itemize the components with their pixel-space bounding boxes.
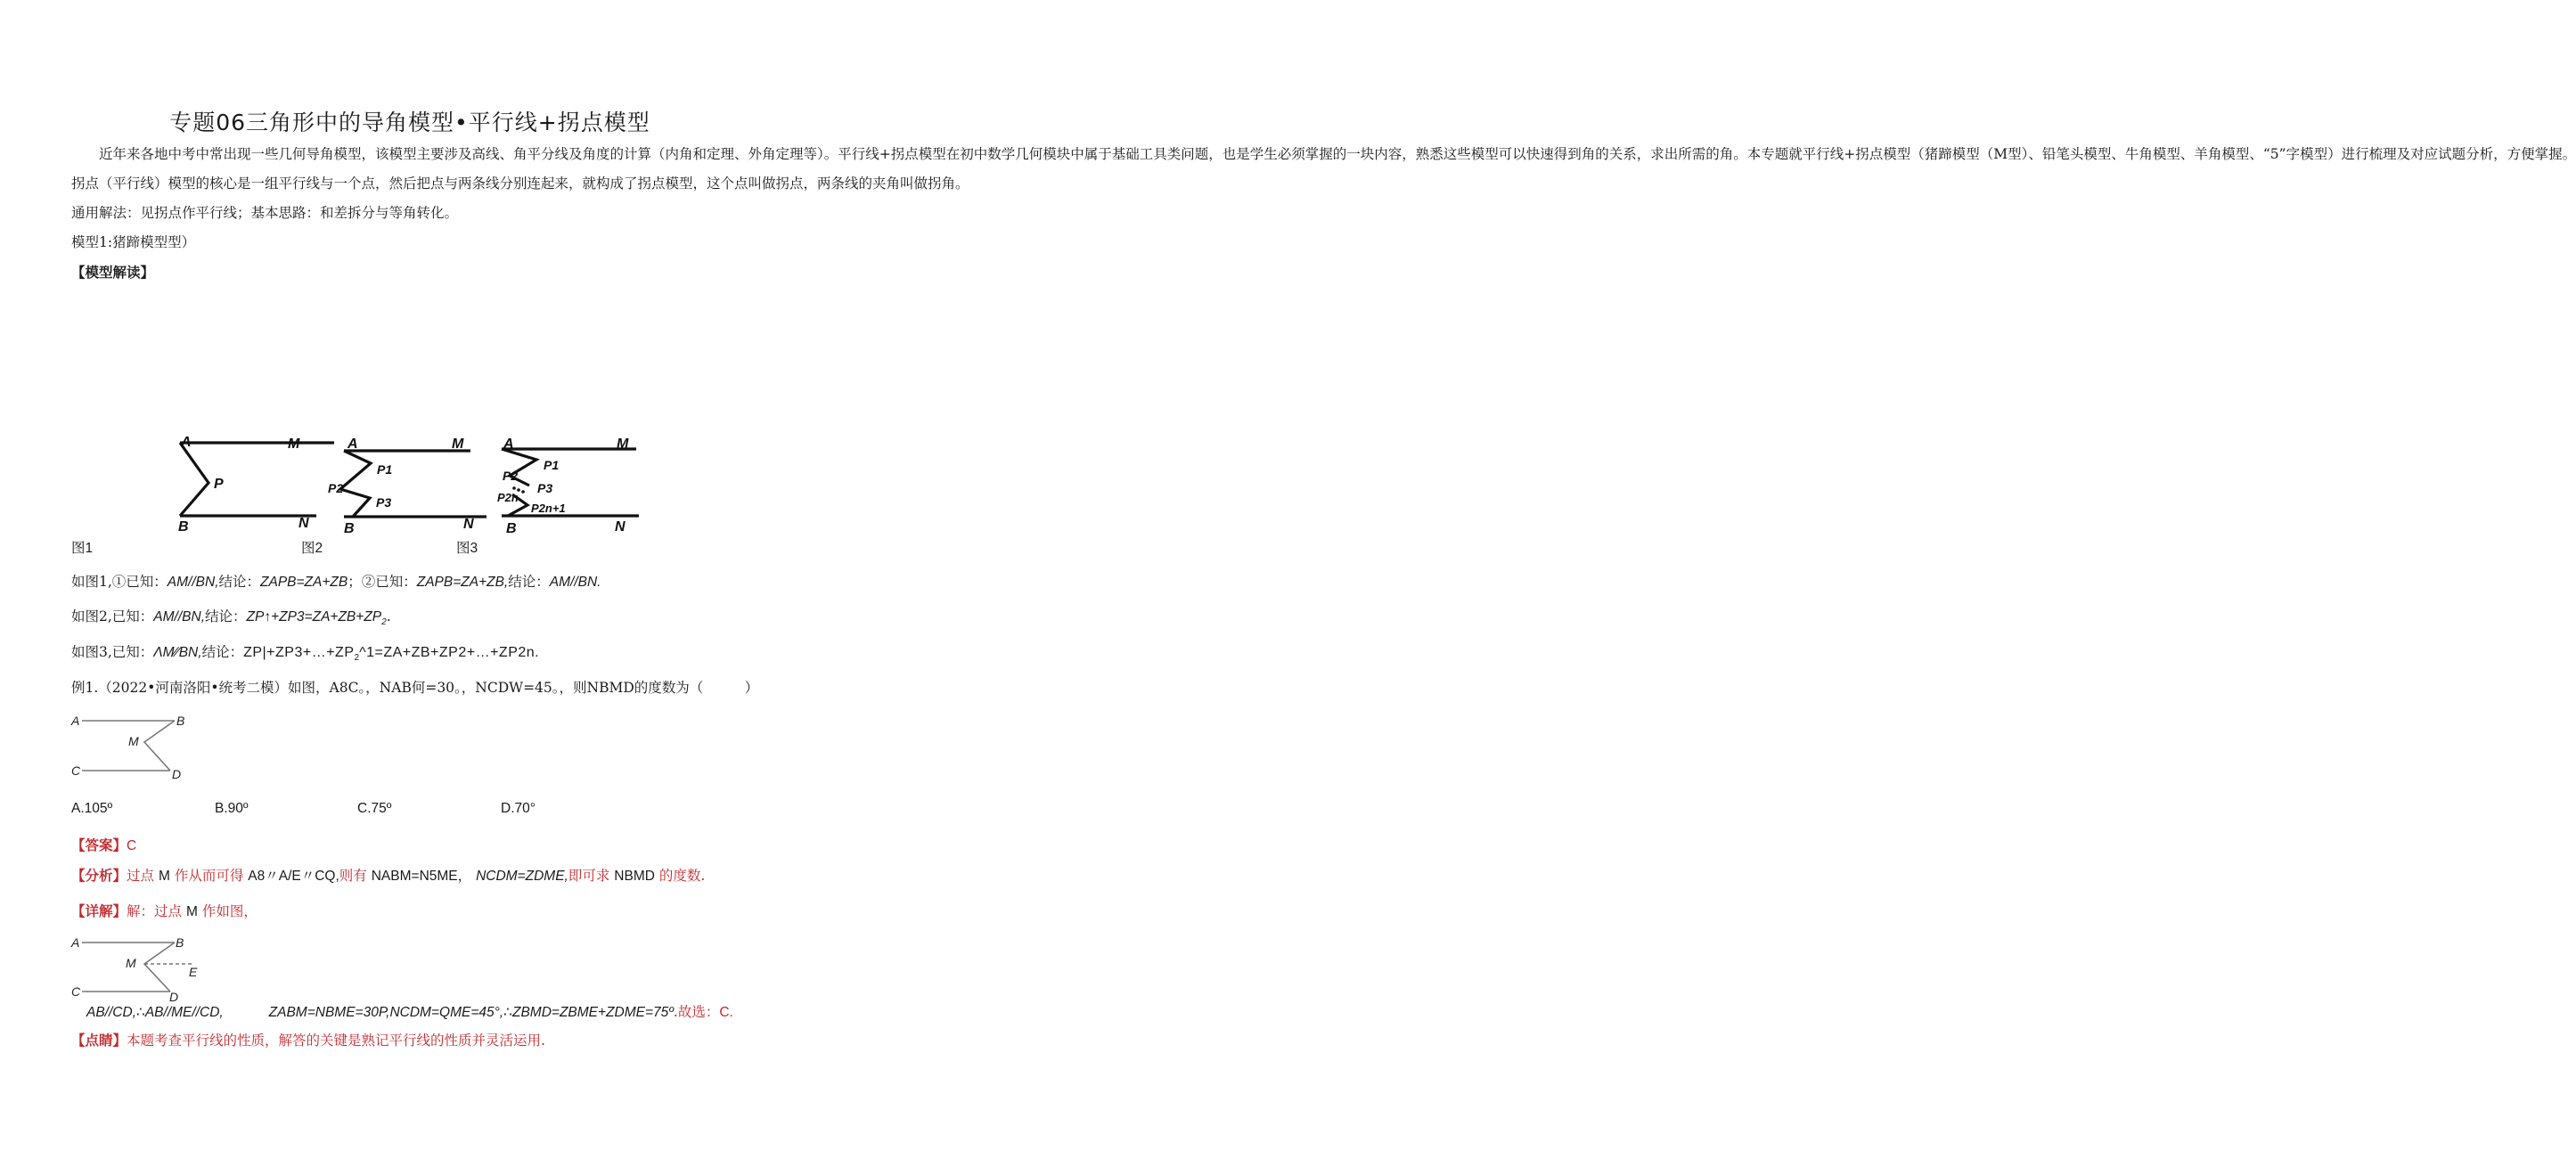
analysis-line [71, 865, 705, 885]
fig1-label-m: M [288, 437, 300, 452]
c3-prefix: 如图3,已知： [71, 644, 154, 660]
fig1-bend [180, 443, 209, 516]
ex1-label-a: A [71, 714, 80, 728]
fig2-caption: 图2 [301, 541, 323, 556]
ex1-bend-bmd [144, 721, 175, 771]
analysis-f: NABM=N5ME， [371, 869, 472, 884]
detail-line [71, 901, 258, 920]
fig3-label-b: B [506, 521, 517, 536]
c2-subscript: 2 [381, 617, 387, 628]
option-b: B.90º [215, 801, 249, 816]
solution-figure [70, 932, 212, 1003]
intro-paragraph-1: 近年来各地中考中常出现一些几何导角模型，该模型主要涉及高线、角平分线及角度的计算（内角和定理、外角定理等）。平行线+拐点模型在初中数学几何模块中属于基础工具类问题，也是学生必须掌握的一块内容，熟悉这些模型可以快速得到角的关系，求出所需的角。本专题就平行线+拐点模型（猪蹄模型（M型）、铅笔头模型、牛角模型、羊角模型、“5”字模型）进行梳理及对应试题分析，方便掌握。 [99, 146, 2576, 162]
solution-part-4: C. [719, 1005, 733, 1020]
fig3-label-p2n1: P2n+1 [531, 502, 566, 515]
option-c: C.75º [357, 801, 392, 816]
ex1-label-m: M [128, 734, 139, 748]
option-d: D.70° [501, 801, 536, 816]
detail-b: M [185, 904, 198, 919]
ex1-label-c: C [71, 763, 81, 778]
c3-subscript: 2 [354, 653, 360, 664]
fig3-label-m: M [617, 437, 629, 452]
conclusion-fig1 [71, 571, 601, 591]
comment-line [71, 1030, 545, 1049]
fig2-zigzag [340, 451, 371, 517]
comment-tag: 【点睛】 [71, 1032, 127, 1049]
analysis-h: 即可求 [568, 868, 610, 884]
analysis-j: 的度数. [658, 868, 706, 884]
fig3-label-p2: P2 [503, 469, 519, 483]
fig3-label-p1: P1 [544, 458, 560, 472]
conclusion-fig2 [71, 606, 391, 627]
fig1-label-b: B [178, 519, 189, 535]
sol-bend-bmd [144, 943, 175, 992]
c2-prefix: 如图2,已知： [71, 608, 154, 624]
fig3-label-n: N [615, 519, 626, 535]
c3-result-rest: ^1=ZA+ZB+ZP2+…+ZP2n. [359, 645, 540, 660]
sol-label-m: M [126, 956, 136, 970]
c3-given: ΛM∕∕BN, [153, 645, 202, 660]
detail-c: 作如图， [201, 903, 258, 919]
analysis-b: M [158, 869, 170, 884]
fig3-label-a: A [503, 437, 514, 452]
detail-tag: 【详解】 [71, 902, 127, 919]
c1-result2: AM//BN. [549, 575, 601, 590]
model-figures [169, 432, 650, 539]
intro-paragraph-2: 拐点（平行线）模型的核心是一组平行线与一个点，然后把点与两条线分别连起来，就构成了拐点模型，这个点叫做拐点，两条线的夹角叫做拐角。 [71, 175, 969, 192]
fig2-label-m: M [452, 437, 464, 452]
conclusion-fig3 [71, 641, 539, 663]
fig2-label-p1: P1 [377, 462, 393, 477]
solution-part-1: AB//CD,∴AB//ME//CD, [86, 1005, 224, 1020]
fig2-label-n: N [463, 517, 474, 532]
fig1-label-p: P [214, 477, 224, 492]
fig3-label-p2n: P2n [497, 491, 519, 504]
sol-label-d: D [169, 990, 179, 1004]
analysis-d: A8〃A/E〃CQ, [248, 869, 339, 884]
example1-question: 例1.（2022•河南洛阳•统考二模）如图，A8C。，NAB何=30。，NCDW=45。，则NBMD的度数为（ ） [71, 680, 759, 696]
c1-given: AM//BN, [167, 575, 219, 590]
fig2-label-p3: P3 [376, 495, 392, 510]
answer-line [71, 835, 136, 854]
sol-label-c: C [71, 984, 81, 999]
solution-line [86, 1001, 733, 1021]
model1-heading: 模型1:猪蹄模型型） [71, 234, 196, 250]
fig2-label-a: A [348, 437, 358, 452]
intro-block [71, 140, 2576, 287]
ex1-label-d: D [172, 767, 182, 781]
c2-result: ZP↑+ZP3=ZA+ZB+ZP [246, 609, 382, 624]
model-reading-heading: 【模型解读】 [71, 264, 155, 281]
comment-text: 本题考查平行线的性质，解答的关键是熟记平行线的性质并灵活运用. [127, 1032, 545, 1049]
c1-prefix: 如图1,①已知： [71, 574, 168, 590]
intro-paragraph-3: 通用解法：见拐点作平行线；基本思路：和差拆分与等角转化。 [71, 205, 459, 221]
c2-given: AM//BN, [153, 609, 205, 624]
c1-result: ZAPB=ZA+ZB [260, 575, 348, 590]
fig3-caption: 图3 [456, 541, 478, 556]
fig1-label-a: A [181, 435, 192, 450]
detail-a: 解：过点 [127, 903, 183, 919]
analysis-a: 过点 [127, 868, 155, 884]
page-title: 专题06三角形中的导角模型•平行线+拐点模型 [169, 110, 650, 135]
c1-mid: 结论： [218, 574, 261, 590]
solution-part-2: ZABM=NBME=30P,NCDM=QME=45°,∴ZBMD=ZBME+ZDME=75º [268, 1005, 674, 1020]
option-a: A.105º [71, 801, 113, 816]
c1-mid2: 结论： [508, 574, 550, 590]
analysis-e: 则有 [339, 868, 367, 884]
ex1-label-b: B [176, 714, 185, 728]
analysis-tag: 【分析】 [71, 867, 127, 884]
fig1-label-n: N [298, 516, 309, 531]
analysis-c: 作从而可得 [174, 868, 244, 884]
c3-mid: 结论： [201, 644, 244, 660]
c2-mid: 结论： [205, 608, 247, 624]
fig2-label-p2: P2 [328, 481, 344, 495]
sol-label-b: B [176, 935, 184, 950]
c2-end: . [386, 608, 391, 624]
analysis-i: NBMD [614, 869, 655, 884]
example1-figure [70, 710, 203, 786]
answer-tag: 【答案】 [71, 837, 127, 853]
analysis-g: NCDM=ZDME, [476, 869, 568, 884]
solution-part-3: .故选： [673, 1004, 720, 1020]
c1-sep: ；②已知： [348, 574, 417, 590]
fig3-label-p3: P3 [537, 481, 553, 495]
c3-result: ZP|+ZP3+…+ZP [243, 645, 355, 660]
answer-value: C [127, 838, 137, 853]
sol-label-e: E [189, 965, 198, 979]
fig1-caption: 图1 [71, 541, 94, 556]
sol-label-a: A [71, 935, 80, 950]
fig2-label-b: B [344, 521, 355, 536]
c1-given2: ZAPB=ZA+ZB, [416, 575, 509, 590]
